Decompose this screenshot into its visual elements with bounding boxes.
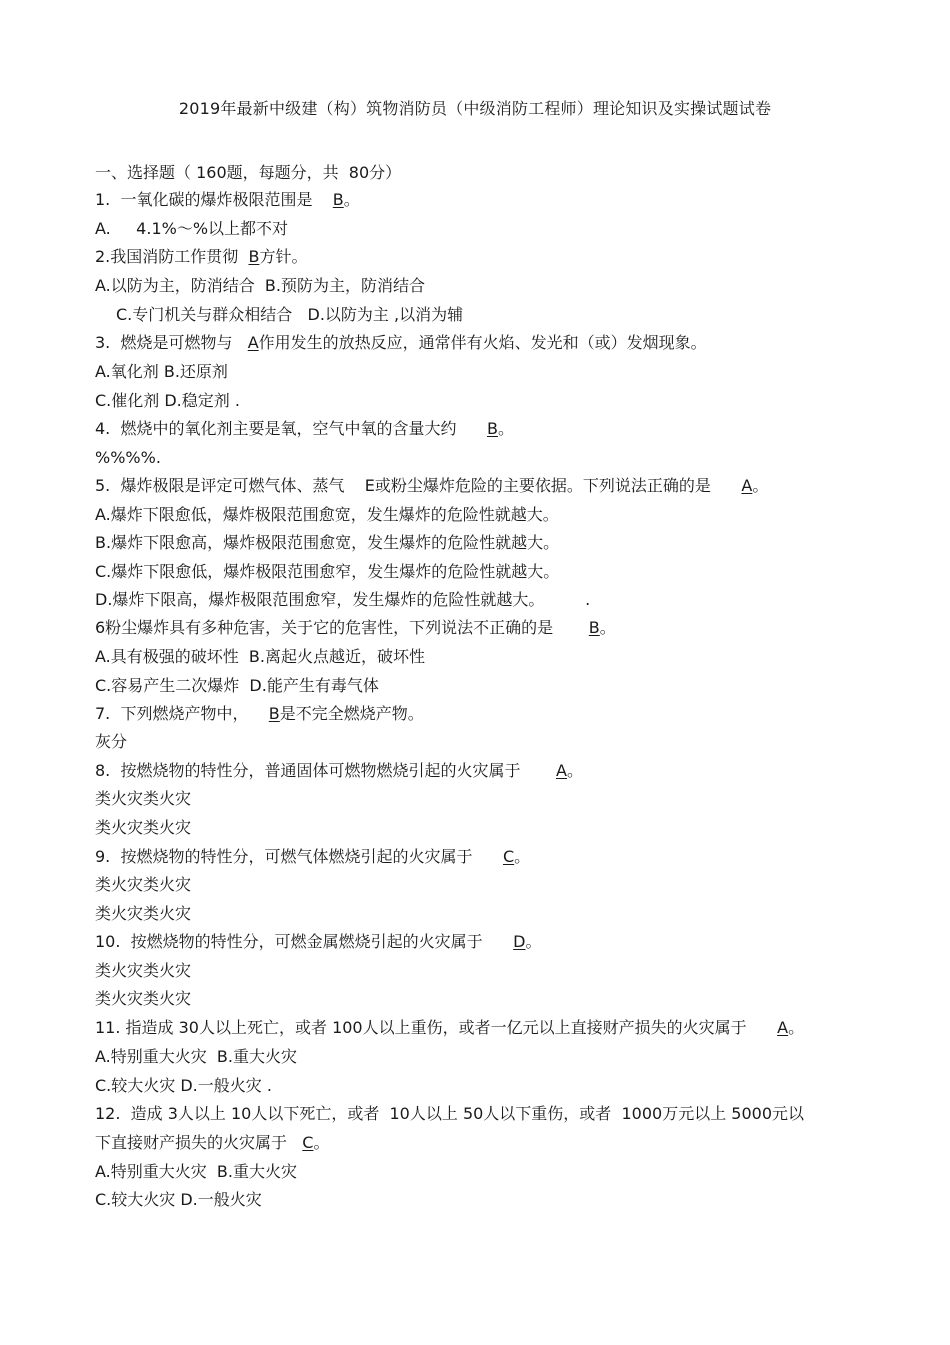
line-text: 一、选择题（ 160题，每题分，共 80分） xyxy=(95,163,402,182)
text-line xyxy=(95,617,616,639)
line-text: 8. 按燃烧物的特性分，普通固体可燃物燃烧引起的火灾属于 xyxy=(95,761,557,780)
answer-mark: B xyxy=(332,190,344,209)
text-line xyxy=(95,162,401,184)
line-text-tail: 方针。 xyxy=(259,247,308,266)
line-text: 类火灾类火灾 xyxy=(95,875,192,894)
text-line xyxy=(95,874,191,896)
answer-mark: D xyxy=(513,932,526,951)
line-text: B.爆炸下限愈高，爆炸极限范围愈宽，发生爆炸的危险性就越大。 xyxy=(95,533,560,552)
line-text: 12. 造成 3人以上 10人以下死亡，或者 10人以上 50人以下重伤，或者 1000万元以上 5000元以 xyxy=(95,1104,805,1123)
text-line xyxy=(95,675,379,697)
text-line xyxy=(95,418,514,440)
line-text: 9. 按燃烧物的特性分，可燃气体燃烧引起的火灾属于 xyxy=(95,847,503,866)
answer-mark: A xyxy=(741,476,753,495)
line-text: 5. 爆炸极限是评定可燃气体、蒸气 E或粉尘爆炸危险的主要依据。下列说法正确的是 xyxy=(95,476,742,495)
text-line xyxy=(95,1075,272,1097)
line-text: A. 4.1%～%以上都不对 xyxy=(95,219,289,238)
text-line xyxy=(95,1103,804,1125)
text-line xyxy=(95,561,559,583)
line-text: 1. 一氧化碳的爆炸极限范围是 xyxy=(95,190,333,209)
line-text: A.氧化剂 B.还原剂 xyxy=(95,362,228,381)
line-text: A.以防为主，防消结合 B.预防为主，防消结合 xyxy=(95,276,425,295)
text-line xyxy=(95,475,768,497)
answer-mark: C xyxy=(302,1133,314,1152)
text-line xyxy=(95,1189,262,1211)
line-text: 类火灾类火灾 xyxy=(95,961,192,980)
text-line xyxy=(95,504,559,526)
line-text: C.较大火灾 D.一般火灾 . xyxy=(95,1076,272,1095)
line-text: C.催化剂 D.稳定剂 . xyxy=(95,391,240,410)
text-line xyxy=(95,332,707,354)
text-line xyxy=(95,447,161,469)
line-text: 7. 下列燃烧产物中， xyxy=(95,704,269,723)
text-line xyxy=(95,390,240,412)
text-line xyxy=(95,589,590,611)
answer-mark: B xyxy=(248,247,260,266)
text-line xyxy=(95,1017,804,1039)
line-text: A.具有极强的破坏性 B.离起火点越近，破坏性 xyxy=(95,647,425,666)
text-line xyxy=(95,361,228,383)
line-text: 6粉尘爆炸具有多种危害，关于它的危害性，下列说法不正确的是 xyxy=(95,618,589,637)
text-line xyxy=(95,218,288,240)
line-text-tail: 。 xyxy=(599,618,616,637)
answer-mark: B xyxy=(588,618,600,637)
answer-mark: A xyxy=(247,333,259,352)
text-line xyxy=(95,703,424,725)
line-text-tail: 。 xyxy=(752,476,769,495)
line-text: 灰分 xyxy=(95,732,128,751)
answer-mark: C xyxy=(502,847,515,866)
text-line xyxy=(95,1161,297,1183)
text-line xyxy=(95,788,191,810)
line-text: 类火灾类火灾 xyxy=(95,989,192,1008)
line-text: C.较大火灾 D.一般火灾 xyxy=(95,1190,262,1209)
text-line xyxy=(95,731,127,753)
line-text: A.特别重大火灾 B.重大火灾 xyxy=(95,1162,297,1181)
text-line xyxy=(116,304,463,326)
text-line xyxy=(95,903,191,925)
line-text-tail: 。 xyxy=(514,847,531,866)
text-line xyxy=(95,646,425,668)
line-text-tail: 是不完全燃烧产物。 xyxy=(279,704,424,723)
line-text-tail: 。 xyxy=(567,761,584,780)
document-title: 2019年最新中级建（构）筑物消防员（中级消防工程师）理论知识及实操试题试卷 xyxy=(178,99,772,118)
line-text: 10. 按燃烧物的特性分，可燃金属燃烧引起的火灾属于 xyxy=(95,932,514,951)
text-line xyxy=(95,189,360,211)
line-text: 4. 燃烧中的氧化剂主要是氧，空气中氧的含量大约 xyxy=(95,419,487,438)
answer-mark: A xyxy=(777,1018,789,1037)
text-line xyxy=(95,846,530,868)
line-text: 下直接财产损失的火灾属于 xyxy=(95,1133,303,1152)
line-text: 类火灾类火灾 xyxy=(95,789,192,808)
line-text-tail: 作用发生的放热反应，通常伴有火焰、发光和（或）发烟现象。 xyxy=(258,333,707,352)
line-text: A.爆炸下限愈低，爆炸极限范围愈宽，发生爆炸的危险性就越大。 xyxy=(95,505,559,524)
line-text: 类火灾类火灾 xyxy=(95,904,192,923)
line-text-tail: 。 xyxy=(525,932,542,951)
line-text-tail: 。 xyxy=(497,419,514,438)
line-text: A.特别重大火灾 B.重大火灾 xyxy=(95,1047,297,1066)
text-line xyxy=(95,960,191,982)
text-line xyxy=(95,275,425,297)
line-text: 类火灾类火灾 xyxy=(95,818,192,837)
line-text: C.专门机关与群众相结合 D.以防为主 ,以消为辅 xyxy=(116,305,464,324)
text-line xyxy=(95,1046,297,1068)
answer-mark: B xyxy=(486,419,498,438)
text-line xyxy=(95,931,541,953)
line-text: C.爆炸下限愈低，爆炸极限范围愈窄，发生爆炸的危险性就越大。 xyxy=(95,562,560,581)
line-text-tail: 。 xyxy=(788,1018,805,1037)
text-line xyxy=(95,1132,329,1154)
line-text: D.爆炸下限高，爆炸极限范围愈窄，发生爆炸的危险性就越大。 . xyxy=(95,590,591,609)
line-text: 2.我国消防工作贯彻 xyxy=(95,247,249,266)
text-line xyxy=(95,760,583,782)
line-text: %%%%. xyxy=(95,448,161,467)
line-text: 11. 指造成 30人以上死亡，或者 100人以上重伤，或者一亿元以上直接财产损失的火灾属于 xyxy=(95,1018,778,1037)
line-text: 3. 燃烧是可燃物与 xyxy=(95,333,248,352)
text-line xyxy=(95,532,559,554)
answer-mark: B xyxy=(268,704,280,723)
answer-mark: A xyxy=(556,761,567,780)
line-text: C.容易产生二次爆炸 D.能产生有毒气体 xyxy=(95,676,379,695)
text-line xyxy=(95,246,307,268)
text-line xyxy=(95,988,191,1010)
line-text-tail: 。 xyxy=(313,1133,330,1152)
text-line xyxy=(95,817,191,839)
line-text-tail: 。 xyxy=(343,190,360,209)
